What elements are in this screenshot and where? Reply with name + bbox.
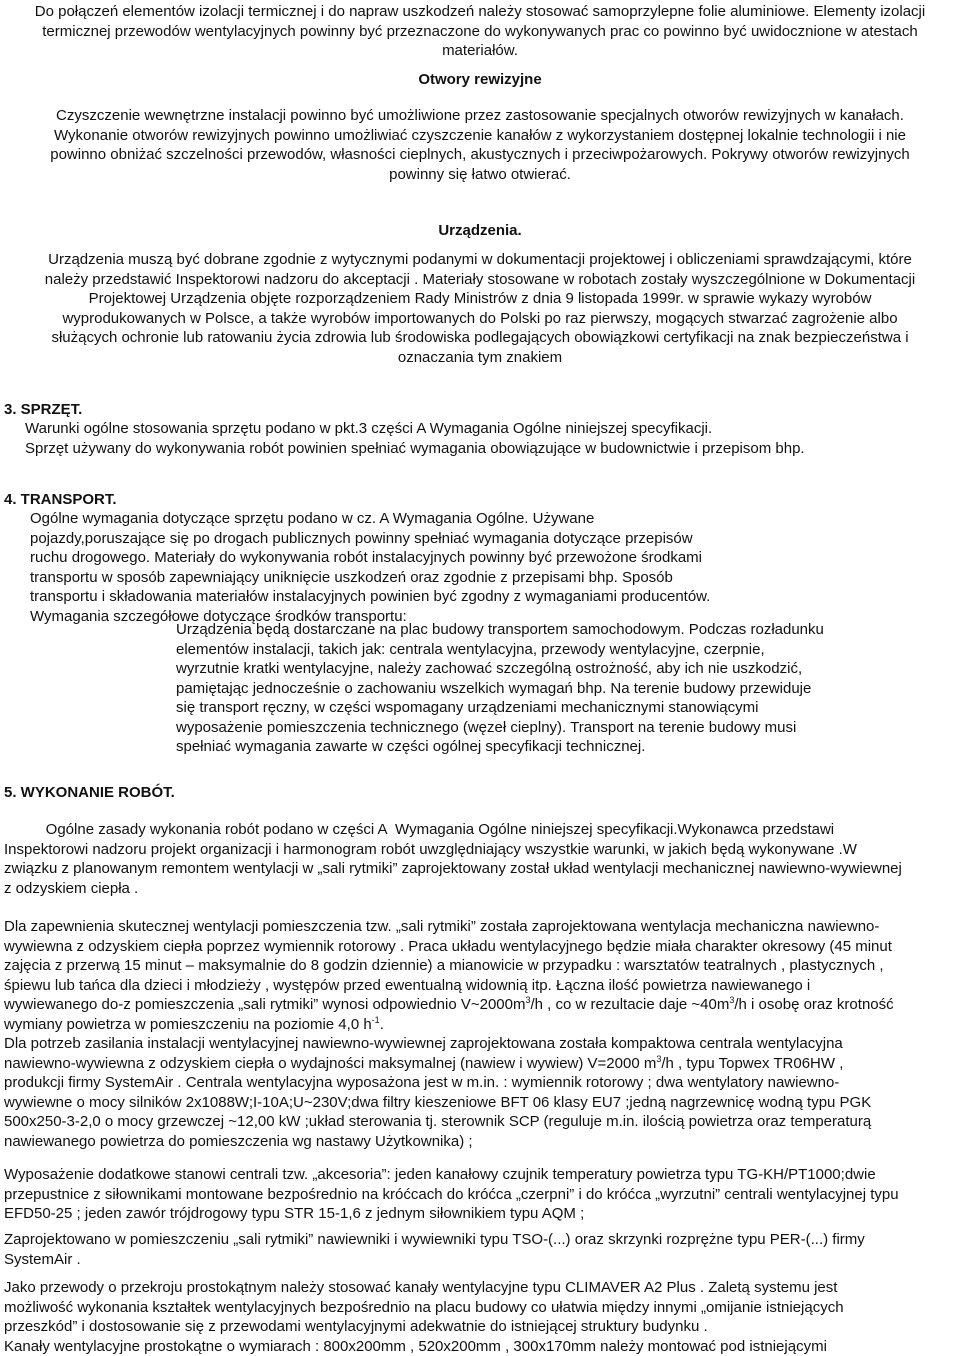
text-line: Wymagania szczegółowe dotyczące środków transportu:	[30, 607, 407, 625]
text-line: przepustnice z siłownikami montowane bezpośrednio na króćcach do króćca „czerpni” i do króćca „wyrzutni” centrali wentylacyjnej typu	[4, 1185, 899, 1203]
wykonanie-paragraph-2	[4, 917, 956, 1034]
text-line: powinny się łatwo otwierać.	[389, 165, 571, 183]
wykonanie-paragraph-1	[4, 820, 956, 898]
text-line: spełniać wymagania zawarte w części ogólnej specyfikacji technicznej.	[176, 738, 646, 755]
superscript: -1	[371, 1014, 380, 1025]
text-line: transportu w sposób zapewniający uniknięcie uszkodzeń oraz zgodnie z przepisami bhp. Sposób	[30, 568, 673, 586]
text-line: Ogólne zasady wykonania robót podano w części A Wymagania Ogólne niniejszej specyfikacji.Wykonawca przedstawi	[4, 821, 835, 838]
section-heading-transport: 4. TRANSPORT.	[4, 491, 117, 508]
text-line: SystemAir .	[4, 1250, 81, 1268]
text-line: Warunki ogólne stosowania sprzętu podano w pkt.3 części A Wymagania Ogólne niniejszej specyfikacji.	[25, 420, 713, 437]
wykonanie-paragraph-6	[4, 1278, 956, 1356]
text-line: wywiewna z odzyskiem ciepła poprzez wymiennik rotorowy . Praca układu wentylacyjnego będzie miała charakter okresowy (45 minut	[4, 937, 892, 955]
text-line: Zaprojektowano w pomieszczeniu „sali rytmiki” nawiewniki i wywiewniki typu TSO-(...) oraz skrzynki rozprężne typu PER-(...) firmy	[4, 1231, 865, 1248]
text-line: ruchu drogowego. Materiały do wykonywania robót instalacyjnych powinny być przewożone środkami	[30, 549, 703, 566]
text-line: oznaczania tym znakiem	[397, 348, 563, 366]
section-heading-sprzet: 3. SPRZĘT.	[4, 401, 83, 418]
text-line: powinno obniżać szczelności przewodów, własności cieplnych, akustycznych i przeciwpożarowych. Pokrywy otworów rewizyjnych	[50, 146, 910, 163]
text-line: Urządzenia muszą być dobrane zgodnie z wytycznymi podanymi w dokumentacji projektowej i obliczeniami sprawdzającymi, które	[48, 251, 912, 268]
text-line: pamiętając jednocześnie o zachowaniu wszelkich wymagań bhp. Na terenie budowy przewiduje	[176, 679, 812, 697]
wykonanie-paragraph-3	[4, 1034, 956, 1151]
text-line: wyposażenie pomieszczenia technicznego (węzeł cieplny). Transport na terenie budowy musi	[176, 718, 797, 736]
text-line: Sprzęt używany do wykonywania robót powinien spełniać wymagania obowiązujące w budownictwie i przepisom bhp.	[25, 439, 805, 457]
text-line: Kanały wentylacyjne prostokątne o wymiarach : 800x200mm , 520x200mm , 300x170mm należy montować pod istniejącymi	[4, 1337, 827, 1355]
superscript: 3	[656, 1053, 662, 1064]
text-fragment: /h i osobę oraz krotność	[734, 996, 894, 1013]
text-line	[4, 1015, 956, 1035]
text-line: Wykonanie otworów rewizyjnych powinno umożliwiać czyszczenie kanałów z wykorzystaniem dostępnej lokalnie technologii i nie	[54, 126, 906, 144]
wykonanie-paragraph-4	[4, 1165, 956, 1224]
text-line: możliwość wykonania kształtek wentylacyjnych bezpośrednio na placu budowy co ułatwia między innymi „omijanie istniejących	[4, 1298, 844, 1316]
text-line: Czyszczenie wewnętrzne instalacji powinno być umożliwione przez zastosowanie specjalnych otworów rewizyjnych w kanałach.	[56, 107, 904, 124]
section-heading-wykonanie: 5. WYKONANIE ROBÓT.	[4, 784, 175, 801]
text-fragment: /h , typu Topwex TR06HW ,	[661, 1054, 844, 1072]
text-line: produkcji firmy SystemAir . Centrala wentylacyjna wyposażona jest w m.in. : wymiennik rotorowy ; dwa wentylatory nawiewno-	[4, 1074, 840, 1091]
wykonanie-paragraph-5	[4, 1230, 956, 1269]
text-line: Urządzenia będą dostarczane na plac budowy transportem samochodowym. Podczas rozładunku	[176, 621, 824, 638]
superscript: 3	[525, 995, 531, 1005]
text-line: Do połączeń elementów izolacji termicznej i do napraw uszkodzeń należy stosować samoprzylepne folie aluminiowe. Elementy izolacji	[34, 3, 926, 20]
text-line: Jako przewody o przekroju prostokątnym należy stosować kanały wentylacyjne typu CLIMAVER A2 Plus . Zaletą systemu jest	[4, 1279, 838, 1296]
text-line: Projektowej Urządzenia objęte rozporządzeniem Rady Ministrów z dnia 9 listopada 1999r. w sprawie wykazy wyrobów	[88, 290, 872, 307]
superscript: 3	[729, 995, 735, 1005]
text-line: z odzyskiem ciepła .	[4, 879, 139, 897]
text-line: wyrzutnie kratki wentylacyjne, należy zachować szczególną ostrożność, aby ich nie uszkodzić,	[176, 660, 803, 677]
text-line: Inspektorowi nadzoru projekt organizacji i harmonogram robót uwzględniający wszystkie warunki, w jakich będą wykonywane .W	[4, 840, 857, 858]
text-line: wyprodukowanych w Polsce, a także wyrobów importowanych do Polski po raz pierwszy, mogących stwarzać zagrożenie albo	[62, 309, 898, 327]
text-line: EFD50-25 ; jeden zawór trójdrogowy typu STR 15-1,6 z jednym siłownikiem typu AQM ;	[4, 1205, 585, 1222]
text-line: Dla potrzeb zasilania instalacji wentylacyjnej nawiewno-wywiewnej zaprojektowana została kompaktowa centrala wentylacyjna	[4, 1035, 843, 1052]
section-heading-urzadzenia: Urządzenia.	[438, 222, 522, 239]
text-fragment: wywiewanego do-z pomieszczenia „sali rytmiki” wynosi odpowiednio V~2000m	[4, 996, 526, 1013]
intro-paragraph	[4, 2, 956, 61]
text-line: zajęcia z przerwą 15 minut – maksymalnie do 8 godzin dziennie) a mianowicie w przypadku : warsztatów teatralnych , plastycznych ,	[4, 957, 884, 974]
text-line: transportu i składowania materiałów instalacyjnych powinien być zgodny z wymaganiami producentów.	[30, 588, 711, 605]
text-line: materiałów.	[442, 42, 518, 59]
text-line: należy przedstawić Inspektorowi nadzoru do akceptacji . Materiały stosowane w robotach zostały wyszczególnione w Dokumentacji	[44, 270, 916, 288]
text-line: pojazdy,poruszające się po drogach publicznych powinny spełniać wymagania dotyczące przepisów	[30, 529, 693, 547]
text-line: przeszkód” i dostosowanie się z przewodami wentylacyjnymi adekwatnie do istniejącej struktury budynku .	[4, 1318, 708, 1335]
text-line: wywiewne o mocy silników 2x1088W;I-10A;U~230V;dwa filtry kieszeniowe BFT 06 klasy EU7 ;jedną nagrzewnicę wodną typu PGK	[4, 1093, 872, 1111]
text-line: związku z planowanym remontem wentylacji w „sali rytmiki” zaprojektowany został układ wentylacji mechanicznej nawiewno-wywiewnej	[4, 860, 902, 877]
urzadzenia-paragraph	[4, 250, 956, 367]
text-line: Wyposażenie dodatkowe stanowi centrali tzw. „akcesoria”: jeden kanałowy czujnik temperatury powietrza typu TG-KH/PT1000;dwie	[4, 1166, 876, 1183]
text-line: 500x250-3-2,0 o mocy grzewczej ~12,00 kW ;układ sterowania tj. sterownik SCP (reguluje m.in. ilością powietrza oraz temperaturą	[4, 1113, 872, 1130]
text-line: nawiewanego powietrza do pomieszczenia wg nastawy Użytkownika) ;	[4, 1132, 473, 1150]
text-line: śpiewu lub tańca dla dzieci i młodzieży , występów przed ewentualną widownią itp. Łączna ilość powietrza nawiewanego i	[4, 976, 811, 994]
text-line: Dla zapewnienia skutecznej wentylacji pomieszczenia tzw. „sali rytmiki” została zaprojektowana wentylacja mechaniczna nawiewno-	[4, 918, 880, 935]
text-line	[4, 995, 956, 1015]
otwory-paragraph	[4, 106, 956, 184]
transport-paragraph	[30, 509, 930, 626]
text-fragment: wymiany powietrza w pomieszczeniu na poziomie 4,0 h	[4, 1015, 372, 1033]
sprzet-paragraph	[25, 419, 925, 458]
transport-detail-paragraph	[176, 620, 876, 757]
text-line: elementów instalacji, takich jak: centrala wentylacyjna, przewody wentylacyjne, czerpnie,	[176, 640, 765, 658]
text-line: Ogólne wymagania dotyczące sprzętu podano w cz. A Wymagania Ogólne. Używane	[30, 510, 595, 527]
text-line: się transport ręczny, w części wspomagany urządzeniami mechanicznymi stanowiącymi	[176, 699, 759, 716]
section-heading-otwory: Otwory rewizyjne	[418, 71, 542, 88]
text-fragment: nawiewno-wywiewna z odzyskiem ciepła o wydajności maksymalnej (nawiew i wywiew) V=2000 m	[4, 1054, 657, 1072]
text-fragment: /h , co w rezultacie daje ~40m	[530, 996, 730, 1013]
text-line: termicznej przewodów wentylacyjnych powinny być przeznaczone do wykonywanych prac co powinno być uwidocznione w atestach	[42, 22, 918, 40]
text-line: służących ochronie lub ratowaniu życia zdrowia lub środowiska podlegających obowiązkowi certyfikacji na znak bezpieczeństwa i	[51, 329, 909, 346]
text-line	[4, 1054, 956, 1074]
text-fragment: .	[379, 1015, 384, 1033]
